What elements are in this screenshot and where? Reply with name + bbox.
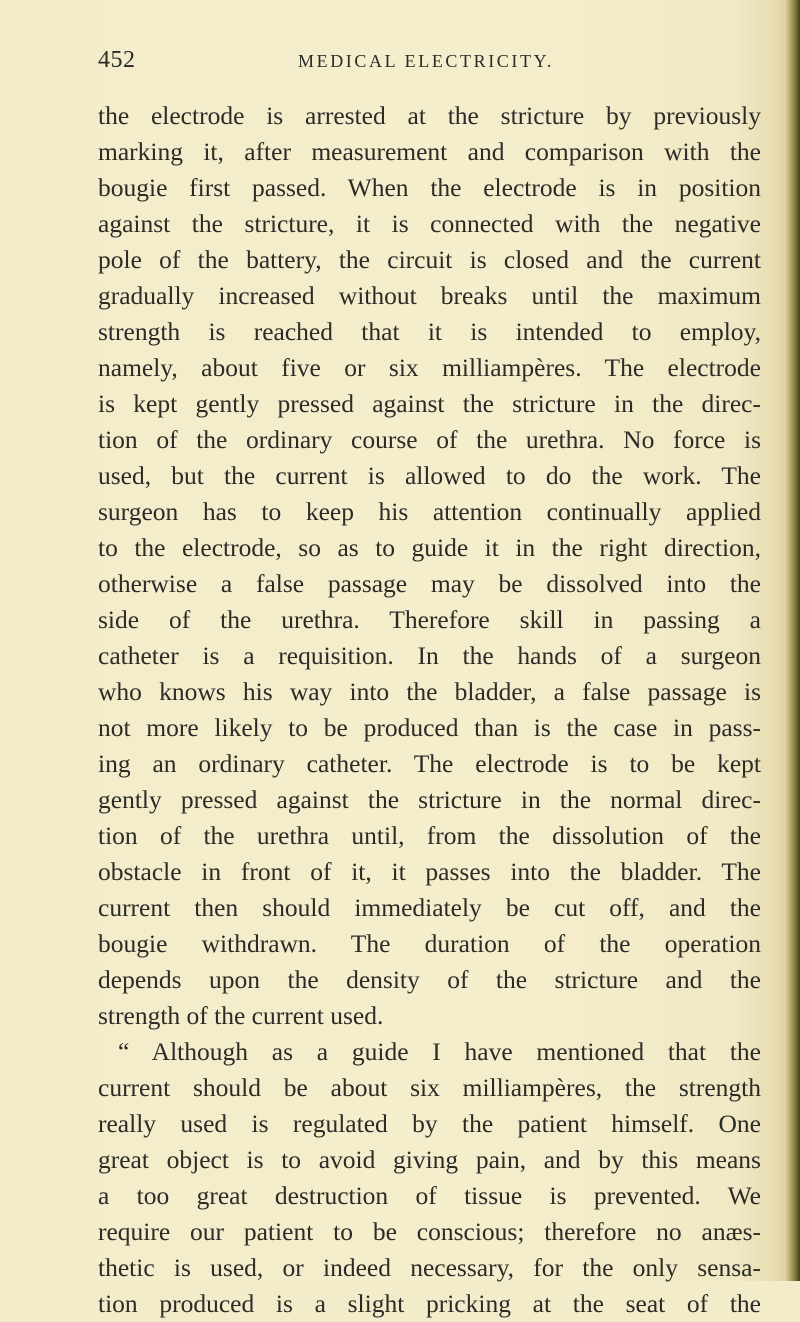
text-line: bougie withdrawn. The duration of the operation xyxy=(98,929,761,958)
text-line: is kept gently pressed against the stricture in the direc- xyxy=(98,389,761,418)
text-line: catheter is a requisition. In the hands of a surgeon xyxy=(98,641,761,670)
text-line: namely, about five or six milliampères. The electrode xyxy=(98,353,761,382)
text-line: used, but the current is allowed to do the work. The xyxy=(98,461,761,490)
text-line: tion of the ordinary course of the urethra. No force is xyxy=(98,425,761,454)
page-number: 452 xyxy=(98,47,136,73)
paragraph-end-line: strength of the current used. xyxy=(98,1001,384,1030)
text-line: current should be about six milliampères, the strength xyxy=(98,1073,761,1102)
text-line: great object is to avoid giving pain, and by this means xyxy=(98,1145,761,1174)
text-line: obstacle in front of it, it passes into the bladder. The xyxy=(98,857,761,886)
text-line: really used is regulated by the patient himself. One xyxy=(98,1109,761,1138)
text-line: not more likely to be produced than is the case in pass- xyxy=(98,713,761,742)
text-line: strength is reached that it is intended to employ, xyxy=(98,317,761,346)
page-header xyxy=(98,47,770,81)
text-line: current then should immediately be cut off, and the xyxy=(98,893,761,922)
text-line: gradually increased without breaks until the maximum xyxy=(98,281,761,310)
text-line: tion of the urethra until, from the dissolution of the xyxy=(98,821,761,850)
text-line: bougie first passed. When the electrode is in position xyxy=(98,173,761,202)
text-line: the electrode is arrested at the stricture by previously xyxy=(98,101,761,130)
text-line: pole of the battery, the circuit is closed and the current xyxy=(98,245,761,274)
text-line: surgeon has to keep his attention continually applied xyxy=(98,497,761,526)
paragraph-start-line: “ Although as a guide I have mentioned that the xyxy=(118,1037,761,1066)
text-line: ing an ordinary catheter. The electrode is to be kept xyxy=(98,749,761,778)
text-line: marking it, after measurement and comparison with the xyxy=(98,137,761,166)
page-edge-shadow xyxy=(786,0,800,1281)
text-line: depends upon the density of the stricture and the xyxy=(98,965,761,994)
text-line: side of the urethra. Therefore skill in passing a xyxy=(98,605,761,634)
text-line: against the stricture, it is connected with the negative xyxy=(98,209,761,238)
text-line: require our patient to be conscious; therefore no anæs- xyxy=(98,1217,761,1246)
text-line: gently pressed against the stricture in the normal direc- xyxy=(98,785,761,814)
text-line: thetic is used, or indeed necessary, for the only sensa- xyxy=(98,1253,761,1282)
text-line: a too great destruction of tissue is prevented. We xyxy=(98,1181,761,1210)
text-line: tion produced is a slight pricking at the seat of the xyxy=(98,1289,761,1318)
text-line: otherwise a false passage may be dissolved into the xyxy=(98,569,761,598)
text-line: who knows his way into the bladder, a false passage is xyxy=(98,677,761,706)
running-title: MEDICAL ELECTRICITY. xyxy=(298,51,554,71)
text-line: to the electrode, so as to guide it in the right direction, xyxy=(98,533,761,562)
body-text xyxy=(98,98,761,1322)
